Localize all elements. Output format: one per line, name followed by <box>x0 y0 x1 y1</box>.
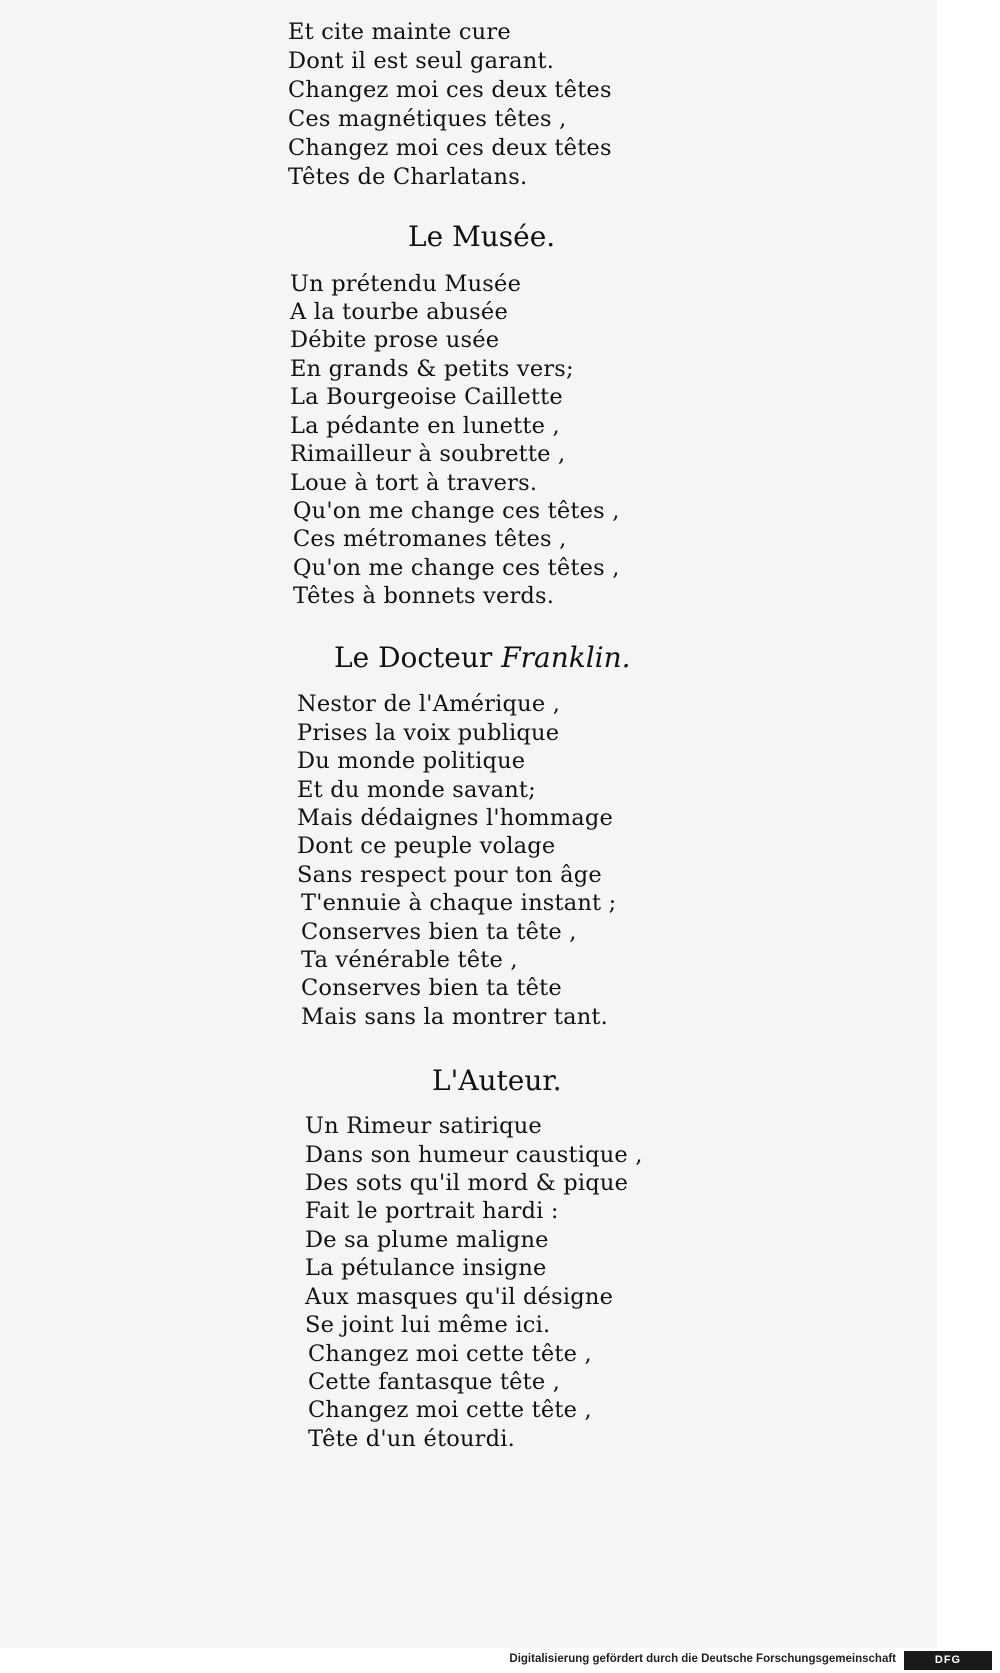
poem-line: Du monde politique <box>297 748 526 774</box>
poem-line: Débite prose usée <box>290 327 500 353</box>
poem-line: Tête d'un étourdi. <box>308 1426 515 1452</box>
section-heading: L'Auteur. <box>432 1064 562 1097</box>
poem-line: Rimailleur à soubrette , <box>290 441 566 467</box>
poem-line: Mais dédaignes l'hommage <box>297 805 614 831</box>
poem-line: Et du monde savant; <box>297 777 536 803</box>
poem-line: Prises la voix publique <box>297 720 560 746</box>
section-heading <box>334 641 631 675</box>
poem-line: Ta vénérable tête , <box>301 947 518 973</box>
poem-line: Loue à tort à travers. <box>290 470 538 496</box>
section-heading: Le Musée. <box>408 220 556 253</box>
poem-line: Un prétendu Musée <box>290 271 522 297</box>
poem-line: Dans son humeur caustique , <box>305 1142 643 1168</box>
digitization-footer <box>0 1648 1000 1673</box>
poem-line: En grands & petits vers; <box>290 356 574 382</box>
poem-line: Dont il est seul garant. <box>288 48 555 74</box>
poem-line: Changez moi cette tête , <box>308 1397 592 1423</box>
poem-line: Têtes de Charlatans. <box>288 164 528 190</box>
poem-line: Changez moi ces deux têtes <box>288 77 612 103</box>
poem-line: Changez moi cette tête , <box>308 1341 592 1367</box>
poem-line: Fait le portrait hardi : <box>305 1198 559 1224</box>
poem-line: T'ennuie à chaque instant ; <box>301 890 617 916</box>
section-heading-text: Le Docteur <box>334 641 493 674</box>
poem-line: Mais sans la montrer tant. <box>301 1004 608 1030</box>
funding-credit: Digitalisierung gefördert durch die Deutsche Forschungsgemeinschaft <box>509 1653 896 1665</box>
section-heading-italic: Franklin. <box>501 641 631 674</box>
poem-line: Un Rimeur satirique <box>305 1113 542 1139</box>
poem-line: Ces magnétiques têtes , <box>288 106 567 132</box>
poem-line: Conserves bien ta tête <box>301 975 562 1001</box>
poem-line: La Bourgeoise Caillette <box>290 384 563 410</box>
poem-line: Nestor de l'Amérique , <box>297 691 561 717</box>
poem-line: Têtes à bonnets verds. <box>293 583 555 609</box>
poem-line: Ces métromanes têtes , <box>293 526 567 552</box>
poem-line: La pétulance insigne <box>305 1255 547 1281</box>
poem-line: Qu'on me change ces têtes , <box>293 498 620 524</box>
poem-line: Cette fantasque tête , <box>308 1369 561 1395</box>
poem-line: Aux masques qu'il désigne <box>305 1284 614 1310</box>
poem-line: Qu'on me change ces têtes , <box>293 555 620 581</box>
poem-line: Conserves bien ta tête , <box>301 919 577 945</box>
poem-line: Sans respect pour ton âge <box>297 862 602 888</box>
poem-line: De sa plume maligne <box>305 1227 549 1253</box>
poem-line: Des sots qu'il mord & pique <box>305 1170 629 1196</box>
poem-line: Dont ce peuple volage <box>297 833 556 859</box>
page-margin <box>937 0 1000 1648</box>
poem-line: La pédante en lunette , <box>290 413 560 439</box>
poem-line: Et cite mainte cure <box>288 19 511 45</box>
poem-line: A la tourbe abusée <box>290 299 508 325</box>
poem-line: Se joint lui même ici. <box>305 1312 551 1338</box>
dfg-logo: DFG <box>904 1651 992 1670</box>
poem-line: Changez moi ces deux têtes <box>288 135 612 161</box>
